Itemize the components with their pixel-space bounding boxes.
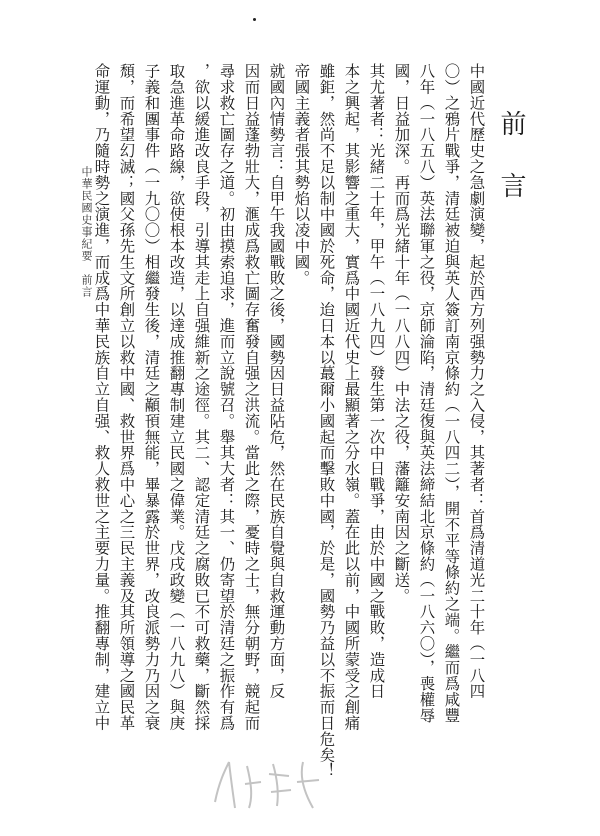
text-column-15: 頹，而希望幻滅；國父孫先生文所創立以救中國、救世界爲中心之三民主義及其所領導之國民革 [117,63,136,731]
text-column-4: 國，日益加深。再而爲光緒十年（一八八四）中法之役，藩籬安南因之斷送。 [392,63,411,604]
text-column-14: 子義和團事件（一九〇〇）相繼發生後，清廷之顢頇無能，畢暴露於世界，改良派勢力乃因之衰 [142,63,161,731]
text-column-3: 八年（一八五八）英法聯軍之役，京師淪陷，清廷復與英法締結北京條約（一八六〇），喪權辱 [417,63,436,724]
text-column-16: 命運動，乃隨時勢之演進，而成爲中華民族自立自强、救人救世之主要力量。推翻專制，建立中 [92,63,111,731]
faint-handwritten-mark [207,752,327,814]
text-column-10: 因而日益蓬勃壯大，滙成爲救亡圖存奮發自强之洪流。當此之際，憂時之士，無分朝野，競起而 [242,63,261,731]
text-column-1: 中國近代歷史之急劇演變，起於西方列强勢力之入侵，其著者：首爲清道光二十年（一八四 [467,63,486,699]
text-column-13: 取急進革命路線，欲使根本改造，以達成推翻專制建立民國之偉業。戊戌政變（一八九八）與庚 [167,63,186,731]
page-title: 前言 [496,110,526,234]
text-column-8: 帝國主義者張其勢焰以凌中國。 [292,63,311,286]
text-column-9: 就國內情勢言：自甲午我國戰敗之後，國勢因日益阽危，然在民族自覺與自救運動方面，反 [267,63,286,699]
text-column-7: 雖鉅，然尚不足以制中國於死命，迨日本以蕞爾小國起而擊敗中國，於是，國勢乃益以不振而日危矣！ [317,63,336,779]
text-column-2: 〇）之鴉片戰爭，清廷被迫與英人簽訂南京條約（一八四二），開不平等條約之端。繼而爲咸豐 [442,63,461,724]
margin-note: 中華民國史事紀要 前言 [80,166,93,298]
text-column-11: 尋求救亡圖存之道。初由摸索追求，進而立說號召。舉其大者：其一、仍寄望於清廷之振作有爲 [217,63,236,731]
text-column-12: ，欲以緩進改良手段，引導其走上自强維新之途徑。其二、認定清廷之腐敗已不可救藥，斷然採 [192,63,211,731]
ink-dot [253,18,256,21]
text-column-5: 其尤著者：光緒二十年，甲午（一八九四）發生第一次中日戰爭，由於中國之戰敗，造成日 [367,63,386,699]
text-column-6: 本之興起，其影響之重大，實爲中國近代史上最顯著之分水嶺。蓋在此以前，中國所蒙受之創痛 [342,63,361,731]
